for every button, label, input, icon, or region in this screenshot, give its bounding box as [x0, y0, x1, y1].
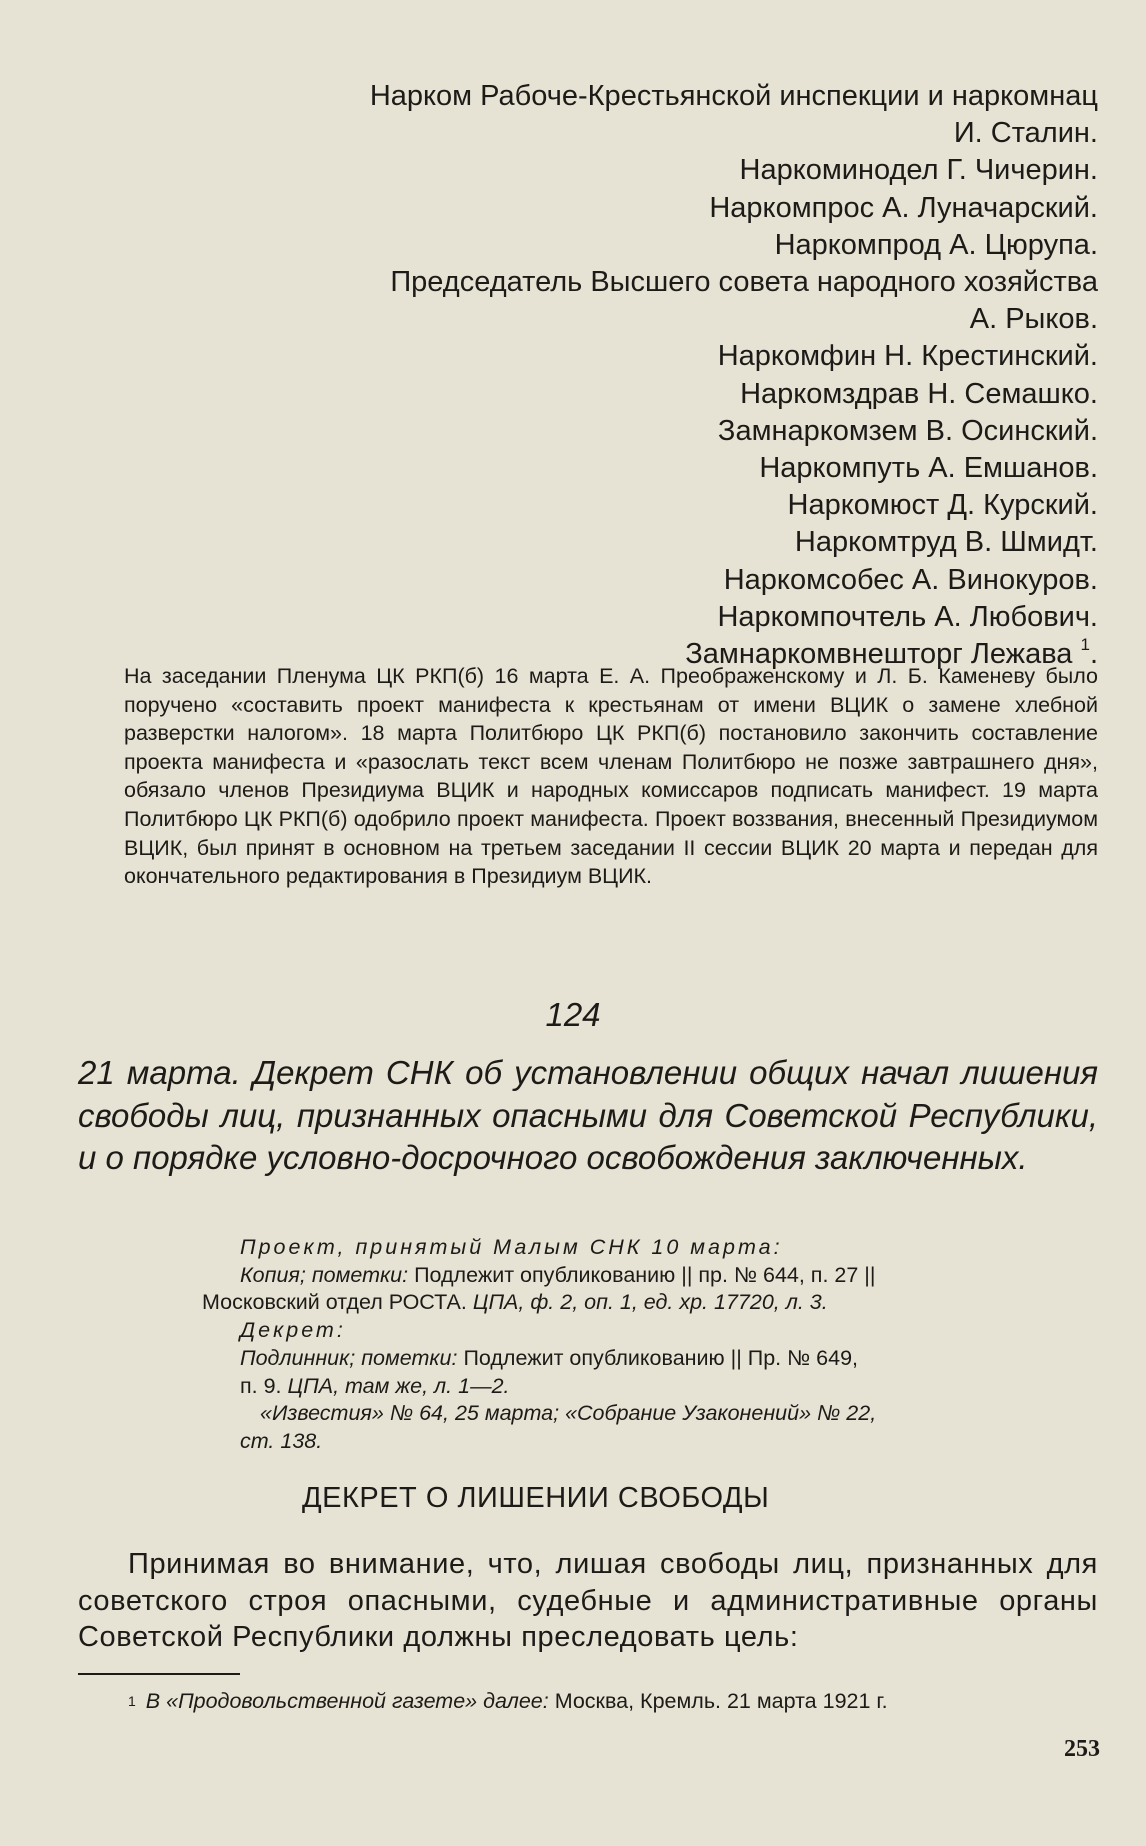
source-copy-line — [240, 1262, 1098, 1290]
original-archive: ЦПА, там же, л. 1—2. — [287, 1373, 510, 1398]
signature-line: Нарком Рабоче-Крестьянской инспекции и наркомнац — [369, 80, 1098, 112]
signature-line: А. Рыков. — [969, 303, 1098, 336]
signature-block — [240, 78, 1098, 673]
original-text-2: п. 9. — [240, 1373, 282, 1398]
publication-line: «Известия» № 64, 25 марта; «Собрание Узаконений» № 22, — [260, 1401, 877, 1426]
copy-label: Копия; пометки: — [240, 1262, 409, 1287]
source-copy-line-2 — [202, 1289, 1098, 1317]
source-references — [202, 1234, 1098, 1456]
source-original-line — [240, 1345, 1098, 1373]
document-number: 124 — [545, 996, 601, 1033]
copy-text-2: Московский отдел РОСТА. — [202, 1290, 467, 1315]
original-label: Подлинник; пометки: — [240, 1345, 458, 1370]
signature-period: . — [1089, 638, 1098, 671]
signature-line: Наркомпочтель А. Любович. — [717, 600, 1098, 633]
signature-line: И. Сталин. — [953, 117, 1098, 150]
copy-text: Подлежит опубликованию || пр. № 644, п. 27 || — [414, 1262, 876, 1287]
footnote-marker[interactable]: 1 — [1080, 635, 1090, 655]
signature-line: Наркомпрод А. Цюрупа. — [774, 228, 1098, 261]
footnote-italic: В «Продовольственной газете» далее: — [145, 1689, 549, 1713]
publication-line-2: ст. 138. — [240, 1428, 323, 1453]
signature-line: Наркомюст Д. Курский. — [787, 489, 1098, 522]
signature-line: Замнаркомзем В. Осинский. — [717, 414, 1098, 447]
signature-line: Наркомфин Н. Крестинский. — [717, 340, 1098, 373]
signature-line: Наркомтруд В. Шмидт. — [794, 526, 1098, 559]
decree-label: Декрет: — [240, 1318, 346, 1343]
signature-line: Наркомпуть А. Емшанов. — [759, 452, 1098, 485]
signature-line: Председатель Высшего совета народного хозяйства — [390, 266, 1098, 299]
signature-text: Замнаркомвнешторг Лежава — [685, 638, 1073, 671]
editorial-note-text: На заседании Пленума ЦК РКП(б) 16 марта Е. А. Преображенскому и Л. Б. Каменеву было поручено «составить проект манифеста к крестьянам от имени ВЦИК о замене хлебной разверстки налогом». 18 марта Политбюро ЦК РКП(б) постановило закончить составление проекта манифеста и «разослать текст всем членам Политбюро не позже завтрашнего дня», обязало членов Президиума ВЦИК и народных комиссаров подписать манифест. 19 марта Политбюро ЦК РКП(б) одобрило проект манифеста. Проект воззвания, внесенный Президиумом ВЦИК, был принят в основном на третьем заседании II сессии ВЦИК 20 марта и передан для окончательного редактирования в Президиум ВЦИК. — [124, 664, 1098, 889]
footnote-divider — [78, 1673, 240, 1675]
footnote-number: 1 — [128, 1693, 136, 1709]
decree-body-content: Принимая во внимание, что, лишая свободы лиц, признанных для советского строя опасными, судебные и административные органы Советской Республики должны преследовать цель: — [78, 1548, 1098, 1654]
draft-label: Проект, принятый Малым СНК 10 марта: — [240, 1235, 783, 1259]
original-text: Подлежит опубликованию || Пр. № 649, — [463, 1345, 859, 1370]
decree-heading: ДЕКРЕТ О ЛИШЕНИИ СВОБОДЫ — [302, 1482, 770, 1514]
signature-line: Наркомпрос А. Луначарский. — [709, 191, 1098, 224]
signature-line: Наркомздрав Н. Семашко. — [740, 377, 1098, 410]
source-draft-line — [240, 1234, 1098, 1262]
decree-body-text — [78, 1546, 1098, 1656]
editorial-note — [124, 662, 1098, 891]
source-original-line-2 — [240, 1373, 1098, 1401]
footnote — [78, 1686, 1098, 1716]
copy-archive: ЦПА, ф. 2, оп. 1, ед. хр. 17720, л. 3. — [472, 1290, 828, 1315]
source-decree-line — [240, 1317, 1098, 1345]
signature-line: Наркомсобес А. Винокуров. — [723, 563, 1098, 596]
page-number: 253 — [1064, 1736, 1100, 1762]
footnote-text: Москва, Кремль. 21 марта 1921 г. — [554, 1689, 888, 1713]
signature-line: Наркоминодел Г. Чичерин. — [739, 154, 1098, 187]
document-title: 21 марта. Декрет СНК об установлении общих начал лишения свободы лиц, признанных опасными для Советской Республики, и о порядке условно-досрочного освобождения заключенных. — [78, 1054, 1098, 1176]
